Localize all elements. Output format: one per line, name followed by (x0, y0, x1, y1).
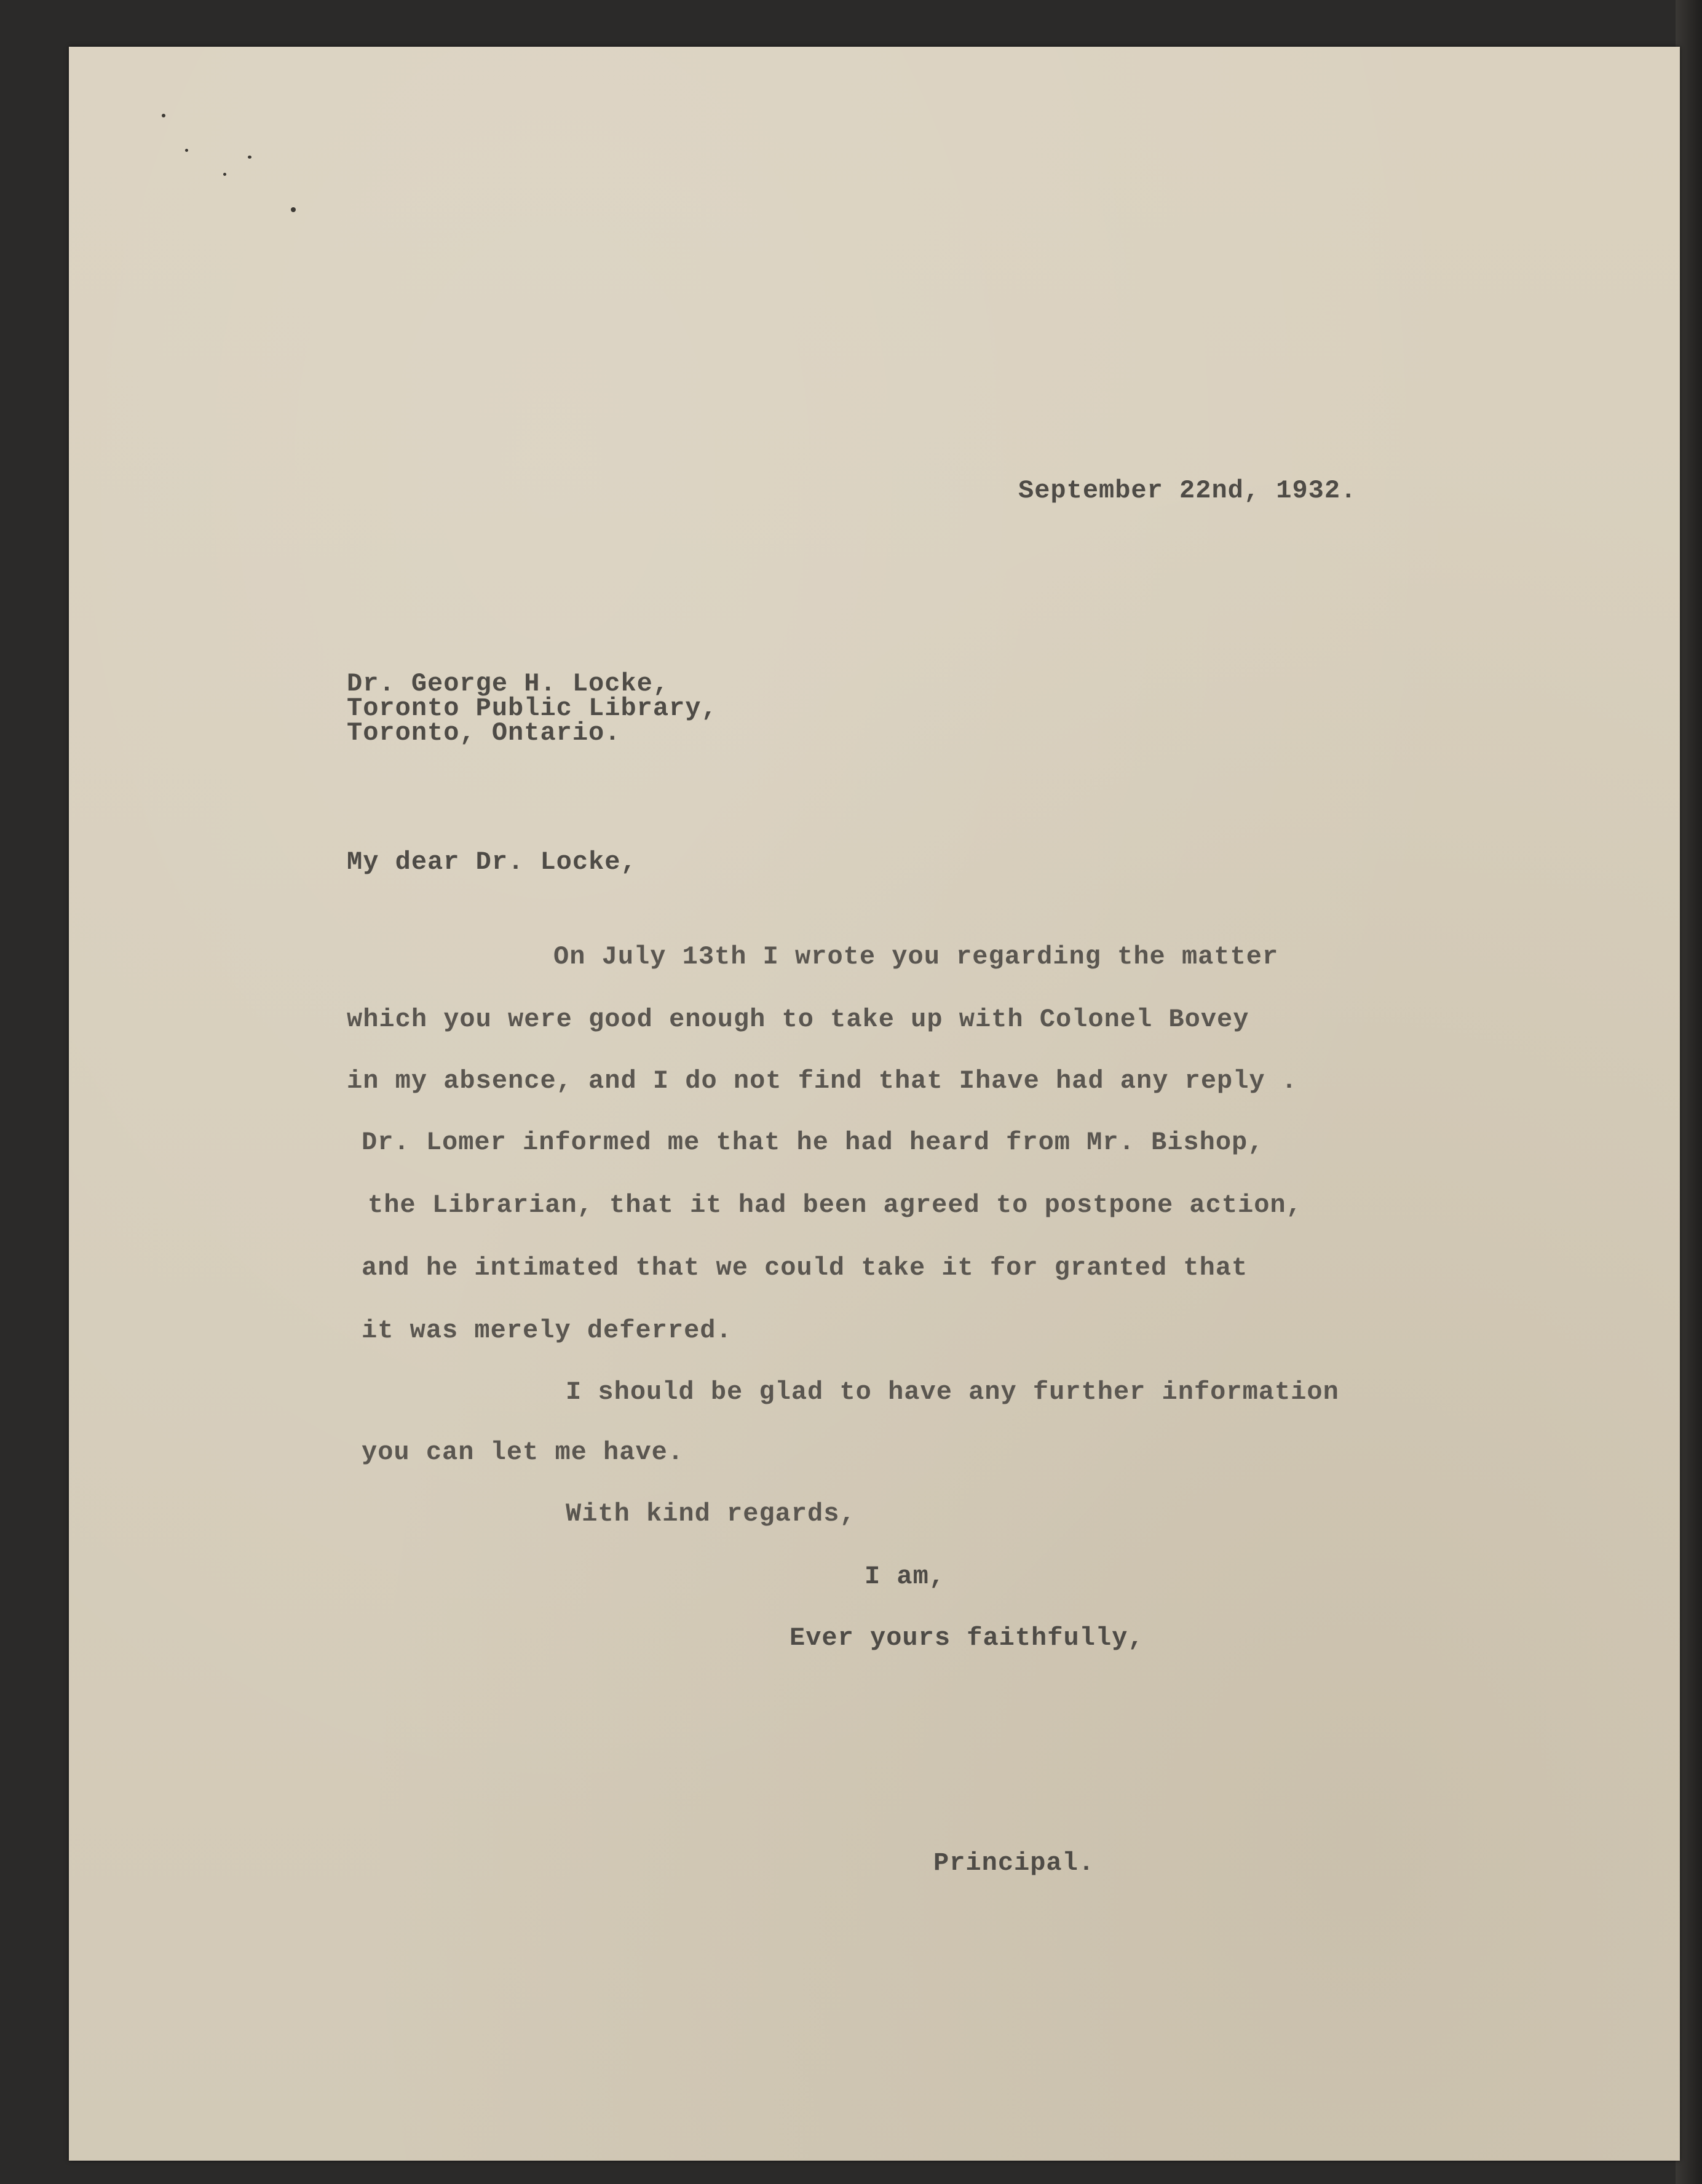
letter-page (69, 47, 1680, 2161)
body-line: it was merely deferred. (362, 1316, 732, 1345)
paper-speck (185, 149, 188, 152)
body-line: On July 13th I wrote you regarding the matter (553, 942, 1279, 971)
body-line: which you were good enough to take up with Colonel Bovey (347, 1005, 1249, 1034)
recipient-name: Dr. George H. Locke, (347, 669, 670, 698)
body-line: you can let me have. (362, 1438, 684, 1467)
paper-speck (162, 114, 165, 117)
body-line: I should be glad to have any further information (566, 1377, 1339, 1407)
body-line: Dr. Lomer informed me that he had heard from Mr. Bishop, (362, 1128, 1264, 1157)
body-line: and he intimated that we could take it for granted that (362, 1253, 1248, 1283)
recipient-location: Toronto, Ontario. (347, 718, 621, 748)
recipient-organization: Toronto Public Library, (347, 694, 718, 723)
body-line: the Librarian, that it had been agreed to postpone action, (368, 1190, 1302, 1220)
letter-date: September 22nd, 1932. (1018, 476, 1357, 505)
signature-title: Principal. (933, 1848, 1095, 1878)
paper-speck (248, 156, 251, 159)
paper-speck (291, 207, 296, 212)
closing-line: I am, (865, 1562, 946, 1591)
body-line: in my absence, and I do not find that Ihave had any reply . (347, 1066, 1298, 1096)
salutation: My dear Dr. Locke, (347, 847, 637, 877)
paper-speck (223, 173, 226, 176)
body-line: With kind regards, (566, 1499, 856, 1529)
closing-line: Ever yours faithfully, (790, 1623, 1144, 1653)
